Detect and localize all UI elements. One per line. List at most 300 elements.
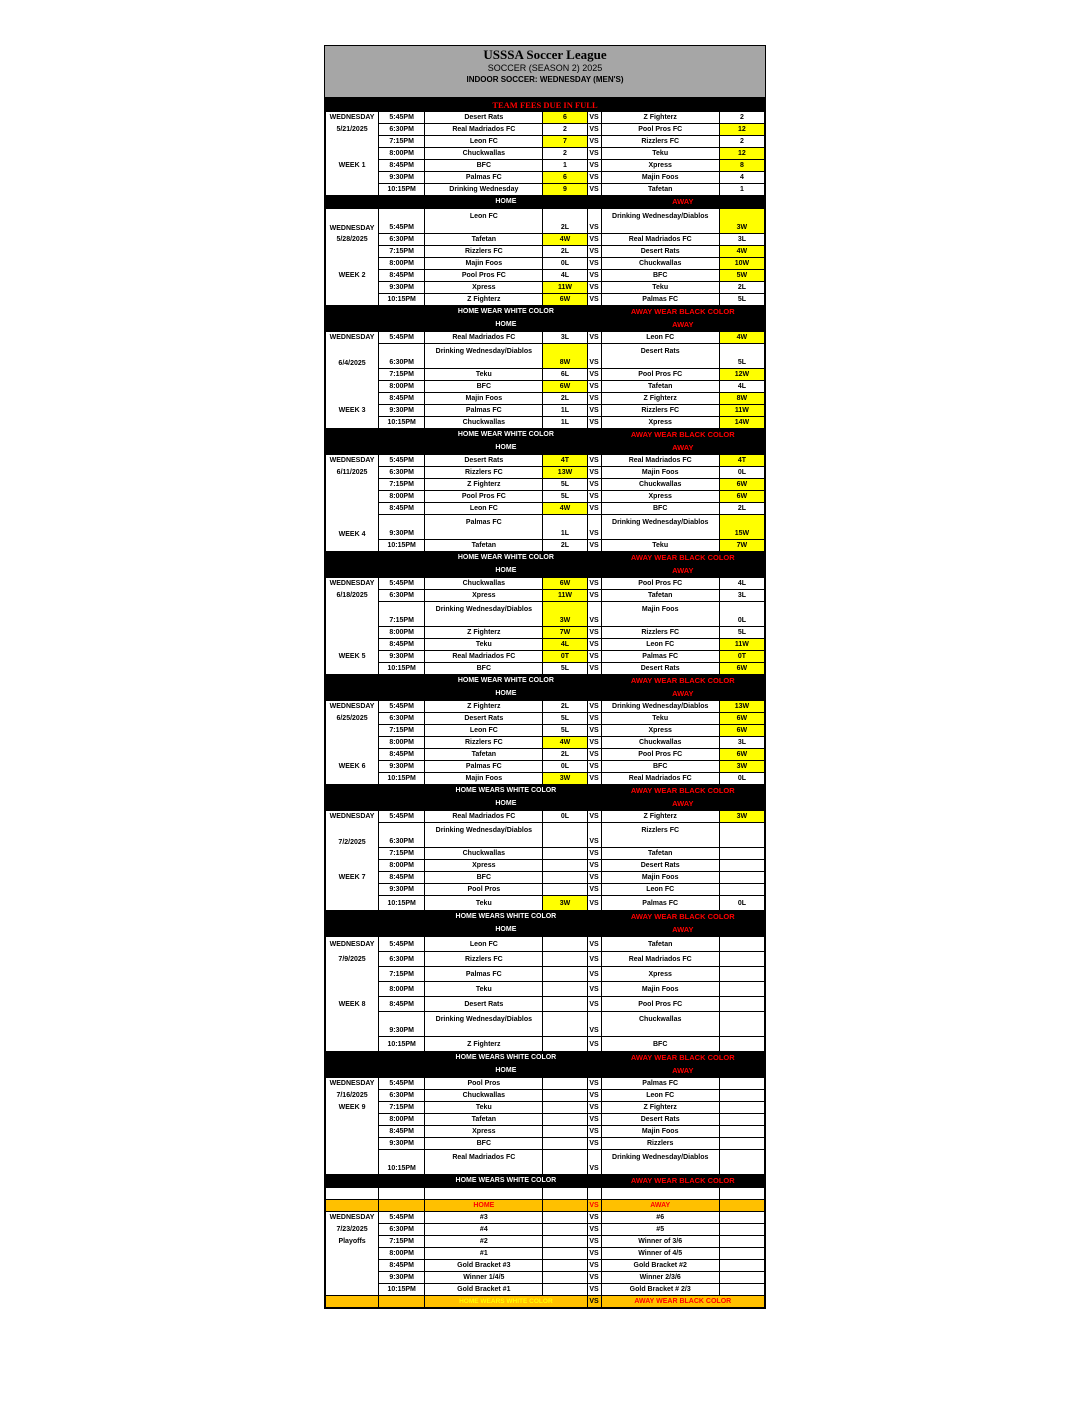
vs-label: VS [587, 1296, 601, 1308]
blank-cell [587, 675, 601, 688]
home-score [543, 1114, 587, 1126]
away-label: AWAY [601, 196, 764, 209]
vs-label: VS [587, 540, 601, 552]
away-score [719, 872, 764, 884]
vs-label: VS [587, 982, 601, 997]
home-away-banner [326, 319, 765, 332]
away-team: Pool Pros FC [601, 997, 719, 1012]
away-team: Real Madriados FC [601, 234, 719, 246]
game-time: 5:45PM [379, 1078, 425, 1090]
day-label: 5/28/2025 [326, 234, 379, 246]
playoff-row [326, 1248, 765, 1260]
vs-label: VS [587, 479, 601, 491]
day-label: WEDNESDAY [326, 578, 379, 590]
away-score: 5W [719, 270, 764, 282]
vs-label: VS [587, 761, 601, 773]
away-label: AWAY [601, 924, 764, 937]
day-label: 6/18/2025 [326, 590, 379, 602]
game-row [326, 967, 765, 982]
away-team: Tafetan [601, 381, 719, 393]
game-time: 9:30PM [379, 1012, 425, 1037]
playoff-row [326, 1212, 765, 1224]
home-score: 6 [543, 172, 587, 184]
day-label [326, 184, 379, 196]
blank-cell [326, 1200, 379, 1212]
away-score [719, 1090, 764, 1102]
blank-cell [326, 429, 425, 442]
home-team: Z Fighterz [425, 1037, 543, 1052]
vs-label: VS [587, 1078, 601, 1090]
home-label: HOME [425, 1200, 543, 1212]
day-label: WEEK 3 [326, 405, 379, 417]
day-label [326, 491, 379, 503]
home-score: 4L [543, 270, 587, 282]
home-team: Drinking Wednesday/Diablos [425, 344, 543, 369]
home-away-banner [326, 442, 765, 455]
blank-cell [543, 1200, 587, 1212]
day-label: WEEK 2 [326, 270, 379, 282]
game-time: 6:30PM [379, 1224, 425, 1236]
home-score [543, 1090, 587, 1102]
home-score [543, 1284, 587, 1296]
away-score: 0L [719, 773, 764, 785]
away-score [719, 823, 764, 848]
home-team: Xpress [425, 590, 543, 602]
home-label: HOME [425, 1065, 587, 1078]
away-team: Real Madriados FC [601, 773, 719, 785]
home-score: 3W [543, 773, 587, 785]
day-label [326, 246, 379, 258]
day-label: 7/23/2025 [326, 1224, 379, 1236]
game-time: 10:15PM [379, 896, 425, 911]
away-score: 3W [719, 209, 764, 234]
blank-cell [719, 1188, 764, 1200]
day-label: 5/21/2025 [326, 124, 379, 136]
away-team: Xpress [601, 967, 719, 982]
day-label [326, 381, 379, 393]
game-time: 8:00PM [379, 860, 425, 872]
home-team: Palmas FC [425, 405, 543, 417]
game-row [326, 369, 765, 381]
home-score: 6W [543, 294, 587, 306]
game-row [326, 1150, 765, 1175]
home-wear-label: HOME WEAR WHITE COLOR [425, 552, 587, 565]
vs-label: VS [587, 639, 601, 651]
away-score: 4W [719, 332, 764, 344]
away-team: Tafetan [601, 937, 719, 952]
vs-label: VS [587, 823, 601, 848]
day-label: WEEK 9 [326, 1102, 379, 1114]
game-time: 8:45PM [379, 1126, 425, 1138]
blank-cell [379, 1188, 425, 1200]
home-score: 1 [543, 160, 587, 172]
game-time: 9:30PM [379, 651, 425, 663]
game-row [326, 148, 765, 160]
home-wear-label: HOME WEAR WHITE COLOR [425, 306, 587, 319]
away-team: Z Fighterz [601, 393, 719, 405]
away-team: Majin Foos [601, 872, 719, 884]
away-score [719, 937, 764, 952]
home-team: Pool Pros FC [425, 491, 543, 503]
home-score: 2L [543, 393, 587, 405]
vs-label: VS [587, 1090, 601, 1102]
home-team: Majin Foos [425, 773, 543, 785]
away-score: 8 [719, 160, 764, 172]
vs-label: VS [587, 332, 601, 344]
blank-cell [587, 1052, 601, 1065]
game-row [326, 503, 765, 515]
game-row [326, 270, 765, 282]
title-block [325, 46, 765, 98]
away-team: Chuckwallas [601, 737, 719, 749]
day-label [326, 896, 379, 911]
home-score [543, 997, 587, 1012]
away-score [719, 1114, 764, 1126]
game-row [326, 209, 765, 234]
color-banner [326, 306, 765, 319]
blank-cell [587, 442, 601, 455]
blank-cell [543, 1188, 587, 1200]
blank-cell [587, 429, 601, 442]
away-score: 15W [719, 515, 764, 540]
blank-cell [587, 1175, 601, 1188]
home-team: Real Madriados FC [425, 811, 543, 823]
away-team: Drinking Wednesday/Diablos [601, 1150, 719, 1175]
away-team: Desert Rats [601, 246, 719, 258]
day-label [326, 479, 379, 491]
color-banner [326, 785, 765, 798]
home-team: #3 [425, 1212, 543, 1224]
day-label [326, 602, 379, 627]
away-score: 4T [719, 455, 764, 467]
day-label [326, 1260, 379, 1272]
vs-label: VS [587, 701, 601, 713]
away-score: 2L [719, 503, 764, 515]
game-row [326, 860, 765, 872]
home-team: Teku [425, 896, 543, 911]
away-score: 4W [719, 246, 764, 258]
game-time: 10:15PM [379, 184, 425, 196]
away-score: 12W [719, 369, 764, 381]
game-time: 9:30PM [379, 172, 425, 184]
game-time: 5:45PM [379, 332, 425, 344]
game-time: 8:45PM [379, 997, 425, 1012]
away-team: Winner 2/3/6 [601, 1272, 719, 1284]
away-wear-label: AWAY WEAR BLACK COLOR [601, 911, 764, 924]
away-team: Tafetan [601, 848, 719, 860]
game-time: 5:45PM [379, 112, 425, 124]
game-row [326, 381, 765, 393]
home-team: Z Fighterz [425, 294, 543, 306]
vs-label: VS [587, 246, 601, 258]
away-team: Pool Pros FC [601, 749, 719, 761]
home-away-banner [326, 924, 765, 937]
vs-label: VS [587, 1272, 601, 1284]
away-score [719, 1248, 764, 1260]
blank-cell [326, 1175, 425, 1188]
away-team: Gold Bracket #2 [601, 1260, 719, 1272]
away-label: AWAY [601, 798, 764, 811]
home-team: BFC [425, 872, 543, 884]
away-score [719, 1078, 764, 1090]
away-score [719, 1212, 764, 1224]
away-team: Desert Rats [601, 1114, 719, 1126]
game-row [326, 937, 765, 952]
away-team: BFC [601, 503, 719, 515]
home-score [543, 1102, 587, 1114]
away-team: Teku [601, 713, 719, 725]
day-label [326, 627, 379, 639]
away-team: Z Fighterz [601, 112, 719, 124]
home-score [543, 1126, 587, 1138]
game-time: 8:00PM [379, 381, 425, 393]
game-time: 7:15PM [379, 848, 425, 860]
home-score: 7 [543, 136, 587, 148]
game-row [326, 896, 765, 911]
away-wear-label: AWAY WEAR BLACK COLOR [601, 1296, 764, 1308]
blank-cell [587, 196, 601, 209]
league-division: INDOOR SOCCER: WEDNESDAY (MEN'S) [466, 75, 624, 84]
away-team: Majin Foos [601, 1126, 719, 1138]
game-row [326, 136, 765, 148]
blank-cell [326, 911, 425, 924]
day-label [326, 258, 379, 270]
away-team: Drinking Wednesday/Diablos [601, 209, 719, 234]
blank-cell [326, 306, 425, 319]
playoff-footer [326, 1296, 765, 1308]
away-score: 6W [719, 663, 764, 675]
game-time: 7:15PM [379, 1236, 425, 1248]
away-team: Xpress [601, 491, 719, 503]
game-row [326, 1102, 765, 1114]
home-score: 6 [543, 112, 587, 124]
away-score [719, 1236, 764, 1248]
game-row [326, 811, 765, 823]
game-time: 9:30PM [379, 884, 425, 896]
day-label [326, 1284, 379, 1296]
home-team: Xpress [425, 1126, 543, 1138]
game-time: 10:15PM [379, 1150, 425, 1175]
home-team: Leon FC [425, 503, 543, 515]
vs-label: VS [587, 282, 601, 294]
home-team: Rizzlers FC [425, 246, 543, 258]
away-wear-label: AWAY WEAR BLACK COLOR [601, 675, 764, 688]
home-wear-label: HOME WEARS WHITE COLOR [425, 1296, 587, 1308]
home-score [543, 884, 587, 896]
vs-label: VS [587, 172, 601, 184]
away-team: BFC [601, 761, 719, 773]
away-team: #6 [601, 1212, 719, 1224]
blank-cell [326, 675, 425, 688]
game-time: 8:00PM [379, 148, 425, 160]
home-team: Drinking Wednesday/Diablos [425, 1012, 543, 1037]
blank-cell [587, 306, 601, 319]
color-banner [326, 1052, 765, 1065]
day-label: Playoffs [326, 1236, 379, 1248]
away-team: Rizzlers FC [601, 627, 719, 639]
day-label [326, 369, 379, 381]
home-score [543, 1224, 587, 1236]
home-score [543, 1150, 587, 1175]
vs-label: VS [587, 503, 601, 515]
color-banner [326, 552, 765, 565]
home-label: HOME [425, 565, 587, 578]
playoff-row [326, 1284, 765, 1296]
game-time: 8:45PM [379, 639, 425, 651]
game-row [326, 737, 765, 749]
home-team: Majin Foos [425, 393, 543, 405]
day-label [326, 1114, 379, 1126]
home-team: BFC [425, 663, 543, 675]
game-row [326, 246, 765, 258]
game-row [326, 1090, 765, 1102]
away-score: 10W [719, 258, 764, 270]
away-score: 3L [719, 590, 764, 602]
away-team: Xpress [601, 160, 719, 172]
blank-cell [587, 319, 601, 332]
home-team: Leon FC [425, 209, 543, 234]
away-score: 4 [719, 172, 764, 184]
vs-label: VS [587, 737, 601, 749]
home-score: 2L [543, 749, 587, 761]
game-row [326, 1126, 765, 1138]
blank-cell [587, 552, 601, 565]
vs-label: VS [587, 578, 601, 590]
home-team: Z Fighterz [425, 701, 543, 713]
day-label [326, 393, 379, 405]
away-team: Teku [601, 540, 719, 552]
home-score [543, 1138, 587, 1150]
away-team: BFC [601, 1037, 719, 1052]
day-label [326, 1012, 379, 1037]
vs-label: VS [587, 112, 601, 124]
vs-label: VS [587, 1260, 601, 1272]
game-row [326, 393, 765, 405]
home-score: 0L [543, 258, 587, 270]
day-label [326, 503, 379, 515]
blank-cell [326, 785, 425, 798]
game-row [326, 1037, 765, 1052]
vs-label: VS [587, 393, 601, 405]
game-row [326, 479, 765, 491]
game-row [326, 417, 765, 429]
vs-label: VS [587, 1236, 601, 1248]
away-score [719, 967, 764, 982]
game-time: 10:15PM [379, 663, 425, 675]
home-team: Drinking Wednesday/Diablos [425, 823, 543, 848]
game-row [326, 651, 765, 663]
day-label [326, 148, 379, 160]
day-label: WEDNESDAY [326, 1078, 379, 1090]
game-row [326, 952, 765, 967]
away-score [719, 1150, 764, 1175]
day-label [326, 282, 379, 294]
vs-label: VS [587, 937, 601, 952]
vs-label: VS [587, 515, 601, 540]
away-team: Rizzlers [601, 1138, 719, 1150]
vs-label: VS [587, 860, 601, 872]
home-score [543, 1078, 587, 1090]
home-team: Tafetan [425, 540, 543, 552]
away-score [719, 1126, 764, 1138]
away-score: 7W [719, 540, 764, 552]
away-team: Palmas FC [601, 896, 719, 911]
away-team: Rizzlers FC [601, 405, 719, 417]
game-row [326, 848, 765, 860]
vs-label: VS [587, 467, 601, 479]
game-row [326, 1012, 765, 1037]
vs-label: VS [587, 270, 601, 282]
away-team: Xpress [601, 725, 719, 737]
game-time: 7:15PM [379, 1102, 425, 1114]
away-score [719, 1224, 764, 1236]
home-team: Z Fighterz [425, 479, 543, 491]
home-score [543, 872, 587, 884]
game-time: 9:30PM [379, 1272, 425, 1284]
game-time: 6:30PM [379, 124, 425, 136]
blank-cell [587, 785, 601, 798]
game-time: 8:45PM [379, 503, 425, 515]
vs-label: VS [587, 1012, 601, 1037]
home-score: 0L [543, 761, 587, 773]
home-team: Real Madriados FC [425, 124, 543, 136]
away-team: Z Fighterz [601, 1102, 719, 1114]
away-team: Real Madriados FC [601, 455, 719, 467]
game-time: 6:30PM [379, 590, 425, 602]
home-away-banner [326, 688, 765, 701]
game-time: 10:15PM [379, 773, 425, 785]
vs-label: VS [587, 602, 601, 627]
game-row [326, 160, 765, 172]
away-team: #5 [601, 1224, 719, 1236]
away-team: Leon FC [601, 639, 719, 651]
vs-label: VS [587, 455, 601, 467]
home-score [543, 823, 587, 848]
home-team: Chuckwallas [425, 417, 543, 429]
away-score: 3L [719, 234, 764, 246]
away-score: 11W [719, 405, 764, 417]
color-banner [326, 911, 765, 924]
day-label: 6/25/2025 [326, 713, 379, 725]
home-label: HOME [425, 688, 587, 701]
away-team: Chuckwallas [601, 1012, 719, 1037]
home-away-banner [326, 565, 765, 578]
home-label: HOME [425, 319, 587, 332]
home-score: 8W [543, 344, 587, 369]
day-label: WEDNESDAY [326, 937, 379, 952]
home-score: 5L [543, 725, 587, 737]
vs-label: VS [587, 872, 601, 884]
game-row [326, 467, 765, 479]
blank-cell [326, 798, 425, 811]
vs-label: VS [587, 294, 601, 306]
vs-label: VS [587, 811, 601, 823]
vs-label: VS [587, 967, 601, 982]
game-row [326, 344, 765, 369]
game-time: 10:15PM [379, 1037, 425, 1052]
away-score: 1 [719, 184, 764, 196]
away-score [719, 1037, 764, 1052]
home-team: Desert Rats [425, 112, 543, 124]
away-team: Desert Rats [601, 860, 719, 872]
game-time: 6:30PM [379, 952, 425, 967]
game-row [326, 997, 765, 1012]
home-score: 2L [543, 246, 587, 258]
away-score: 6W [719, 749, 764, 761]
away-score: 4L [719, 381, 764, 393]
vs-label: VS [587, 884, 601, 896]
home-wear-label: HOME WEAR WHITE COLOR [425, 675, 587, 688]
